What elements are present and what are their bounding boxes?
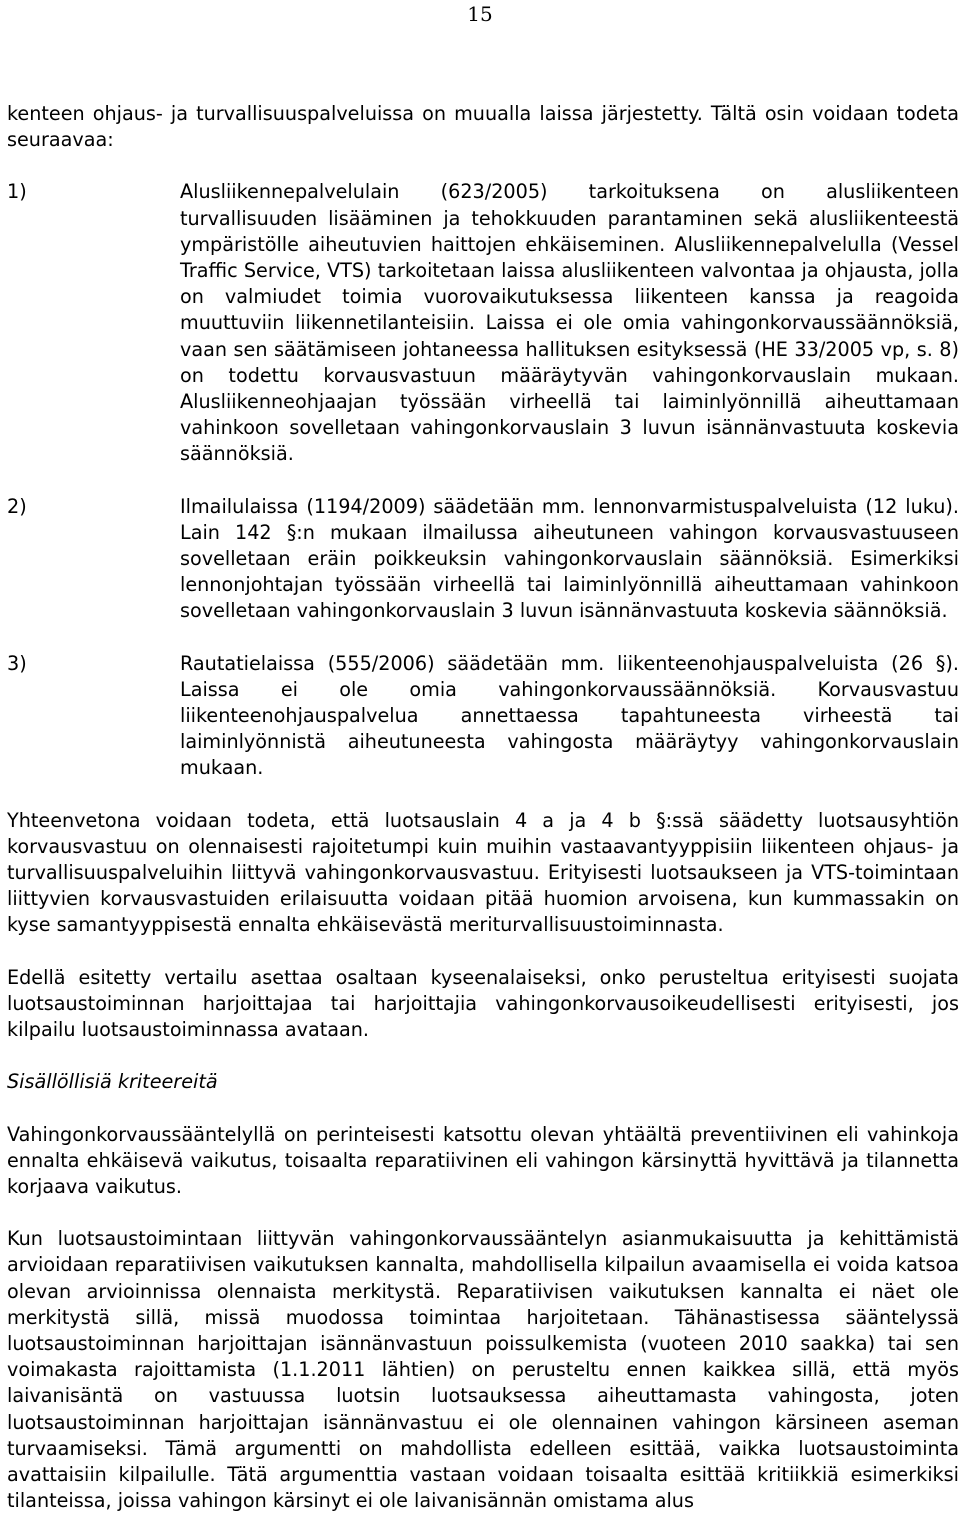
analysis-paragraph: Kun luotsaustoimintaan liittyvän vahingonkorvaussääntelyn asianmukaisuutta ja kehittämistä arvioidaan reparatiivisen vaikutuksen kannalta, mahdollisella kilpailun avaamisella ei voida katsoa olevan arvioinnissa olennaista merkitystä. Reparatiivisen vaikutuksen kannalta ei näet ole merkitystä sillä, missä muodossa toimintaa harjoitetaan. Tähänastisessa sääntelyssä luotsaustoiminnan harjoittajan isännänvastuun poissulkemista (vuoteen 2010 saakka) tai sen voimakasta rajoittamista (1.1.2011 lähtien) on perusteltu ennen kaikkea sillä, että myös laivanisäntä on vastuussa luotsin luotsauksessa aiheuttamasta vahingosta, joten luotsaustoiminnan harjoittajan isännänvastuu ei ole olennainen vahingon kärsineen aseman turvaamiseksi. Tämä argumentti on mahdollista edelleen esittää, vaikka luotsaustoiminta avattaisiin kilpailulle. Tätä argumenttia vastaan voidaan toisaalta esittää kritiikkiä esimerkiksi tilanteissa, joissa vahingon kärsinyt ei ole laivanisännän omistama alus (7, 1227, 959, 1513)
list-item-text: Alusliikennepalvelulain (623/2005) tarkoituksena on alusliikenteen turvallisuuden lisääminen ja tehokkuuden parantaminen sekä alusliikenteestä ympäristölle aiheutuvien haittojen ehkäiseminen. Alusliikennepalvelulla (Vessel Traffic Service, VTS) tarkoitetaan laissa alusliikenteen valvontaa ja ohjausta, jolla on valmiudet toimia vuorovaikutuksessa liikenteen kanssa ja reagoida muuttuviin liikennetilanteisiin. Laissa ei ole omia vahingonkorvaussäännöksiä, vaan sen säätämiseen johtaneessa hallituksen esityksessä (HE 33/2005 vp, s. 8) on todettu korvausvastuun määräytyvän vahingonkorvauslain mukaan. Alusliikenneohjaajan työssään virheellä tai laiminlyönnillä aiheuttamaan vahinkoon sovelletaan vahingonkorvauslain 3 luvun isännänvastuuta koskevia säännöksiä. (180, 180, 959, 466)
list-item-number: 1) (7, 180, 27, 204)
list-item-text: Ilmailulaissa (1194/2009) säädetään mm. lennonvarmistuspalveluista (12 luku). Lain 142 §:n mukaan ilmailussa aiheutuneen vahingon korvausvastuuseen sovelletaan eräin poikkeuksin vahingonkorvauslain säännöksiä. Esimerkiksi lennonjohtajan työssään virheellä tai laiminlyönnillä aiheuttamaan vahinkoon sovelletaan vahingonkorvauslain 3 luvun isännänvastuuta koskevia säännöksiä. (180, 494, 959, 623)
list-item-number: 3) (7, 651, 27, 675)
summary-paragraph: Yhteenvetona voidaan todeta, että luotsauslain 4 a ja 4 b §:ssä säädetty luotsausyhtiön korvausvastuu on olennaisesti rajoitetumpi kuin muihin vastaavantyyppisiin liikenteen ohjaus- ja turvallisuuspalveluihin liittyvä vahingonkorvausvastuu. Erityisesti luotsaukseen ja VTS-toimintaan liittyvien korvausvastuiden erilaisuutta voidaan pitää huomion arvoisena, kun kummassakin on kyse samantyyppisestä ennalta ehkäisevästä meriturvallisuustoiminnasta. (7, 808, 959, 937)
document-body (7, 101, 959, 1514)
section-heading: Sisällöllisiä kriteereitä (7, 1070, 218, 1094)
list-item-text: Rautatielaissa (555/2006) säädetään mm. liikenteenohjauspalveluista (26 §). Laissa ei ole omia vahingonkorvaussäännöksiä. Korvausvastuu liikenteenohjauspalvelua annettaessa tapahtuneesta virheestä tai laiminlyönnistä aiheutuneesta vahingosta määräytyy vahingonkorvauslain mukaan. (180, 651, 959, 780)
comparison-paragraph: Edellä esitetty vertailu asettaa osaltaan kyseenalaiseksi, onko perusteltua erityisesti suojata luotsaustoiminnan harjoittajaa tai harjoittajia vahingonkorvausoikeudellisesti erityisesti, jos kilpailu luotsaustoiminnassa avataan. (7, 965, 959, 1042)
numbered-list (7, 179, 959, 781)
list-item-number: 2) (7, 494, 27, 518)
list-item (7, 179, 959, 467)
criteria-paragraph: Vahingonkorvaussääntelyllä on perinteisesti katsottu olevan yhtäältä preventiivinen eli vahinkoja ennalta ehkäisevä vaikutus, toisaalta reparatiivinen eli vahingon kärsinyttä hyvittävä ja tilannetta korjaava vaikutus. (7, 1122, 959, 1198)
intro-paragraph: kenteen ohjaus- ja turvallisuuspalveluissa on muualla laissa järjestetty. Tältä osin voidaan todeta seuraavaa: (7, 102, 959, 152)
list-item (7, 494, 959, 625)
page-number: 15 (467, 2, 493, 26)
list-item (7, 651, 959, 782)
